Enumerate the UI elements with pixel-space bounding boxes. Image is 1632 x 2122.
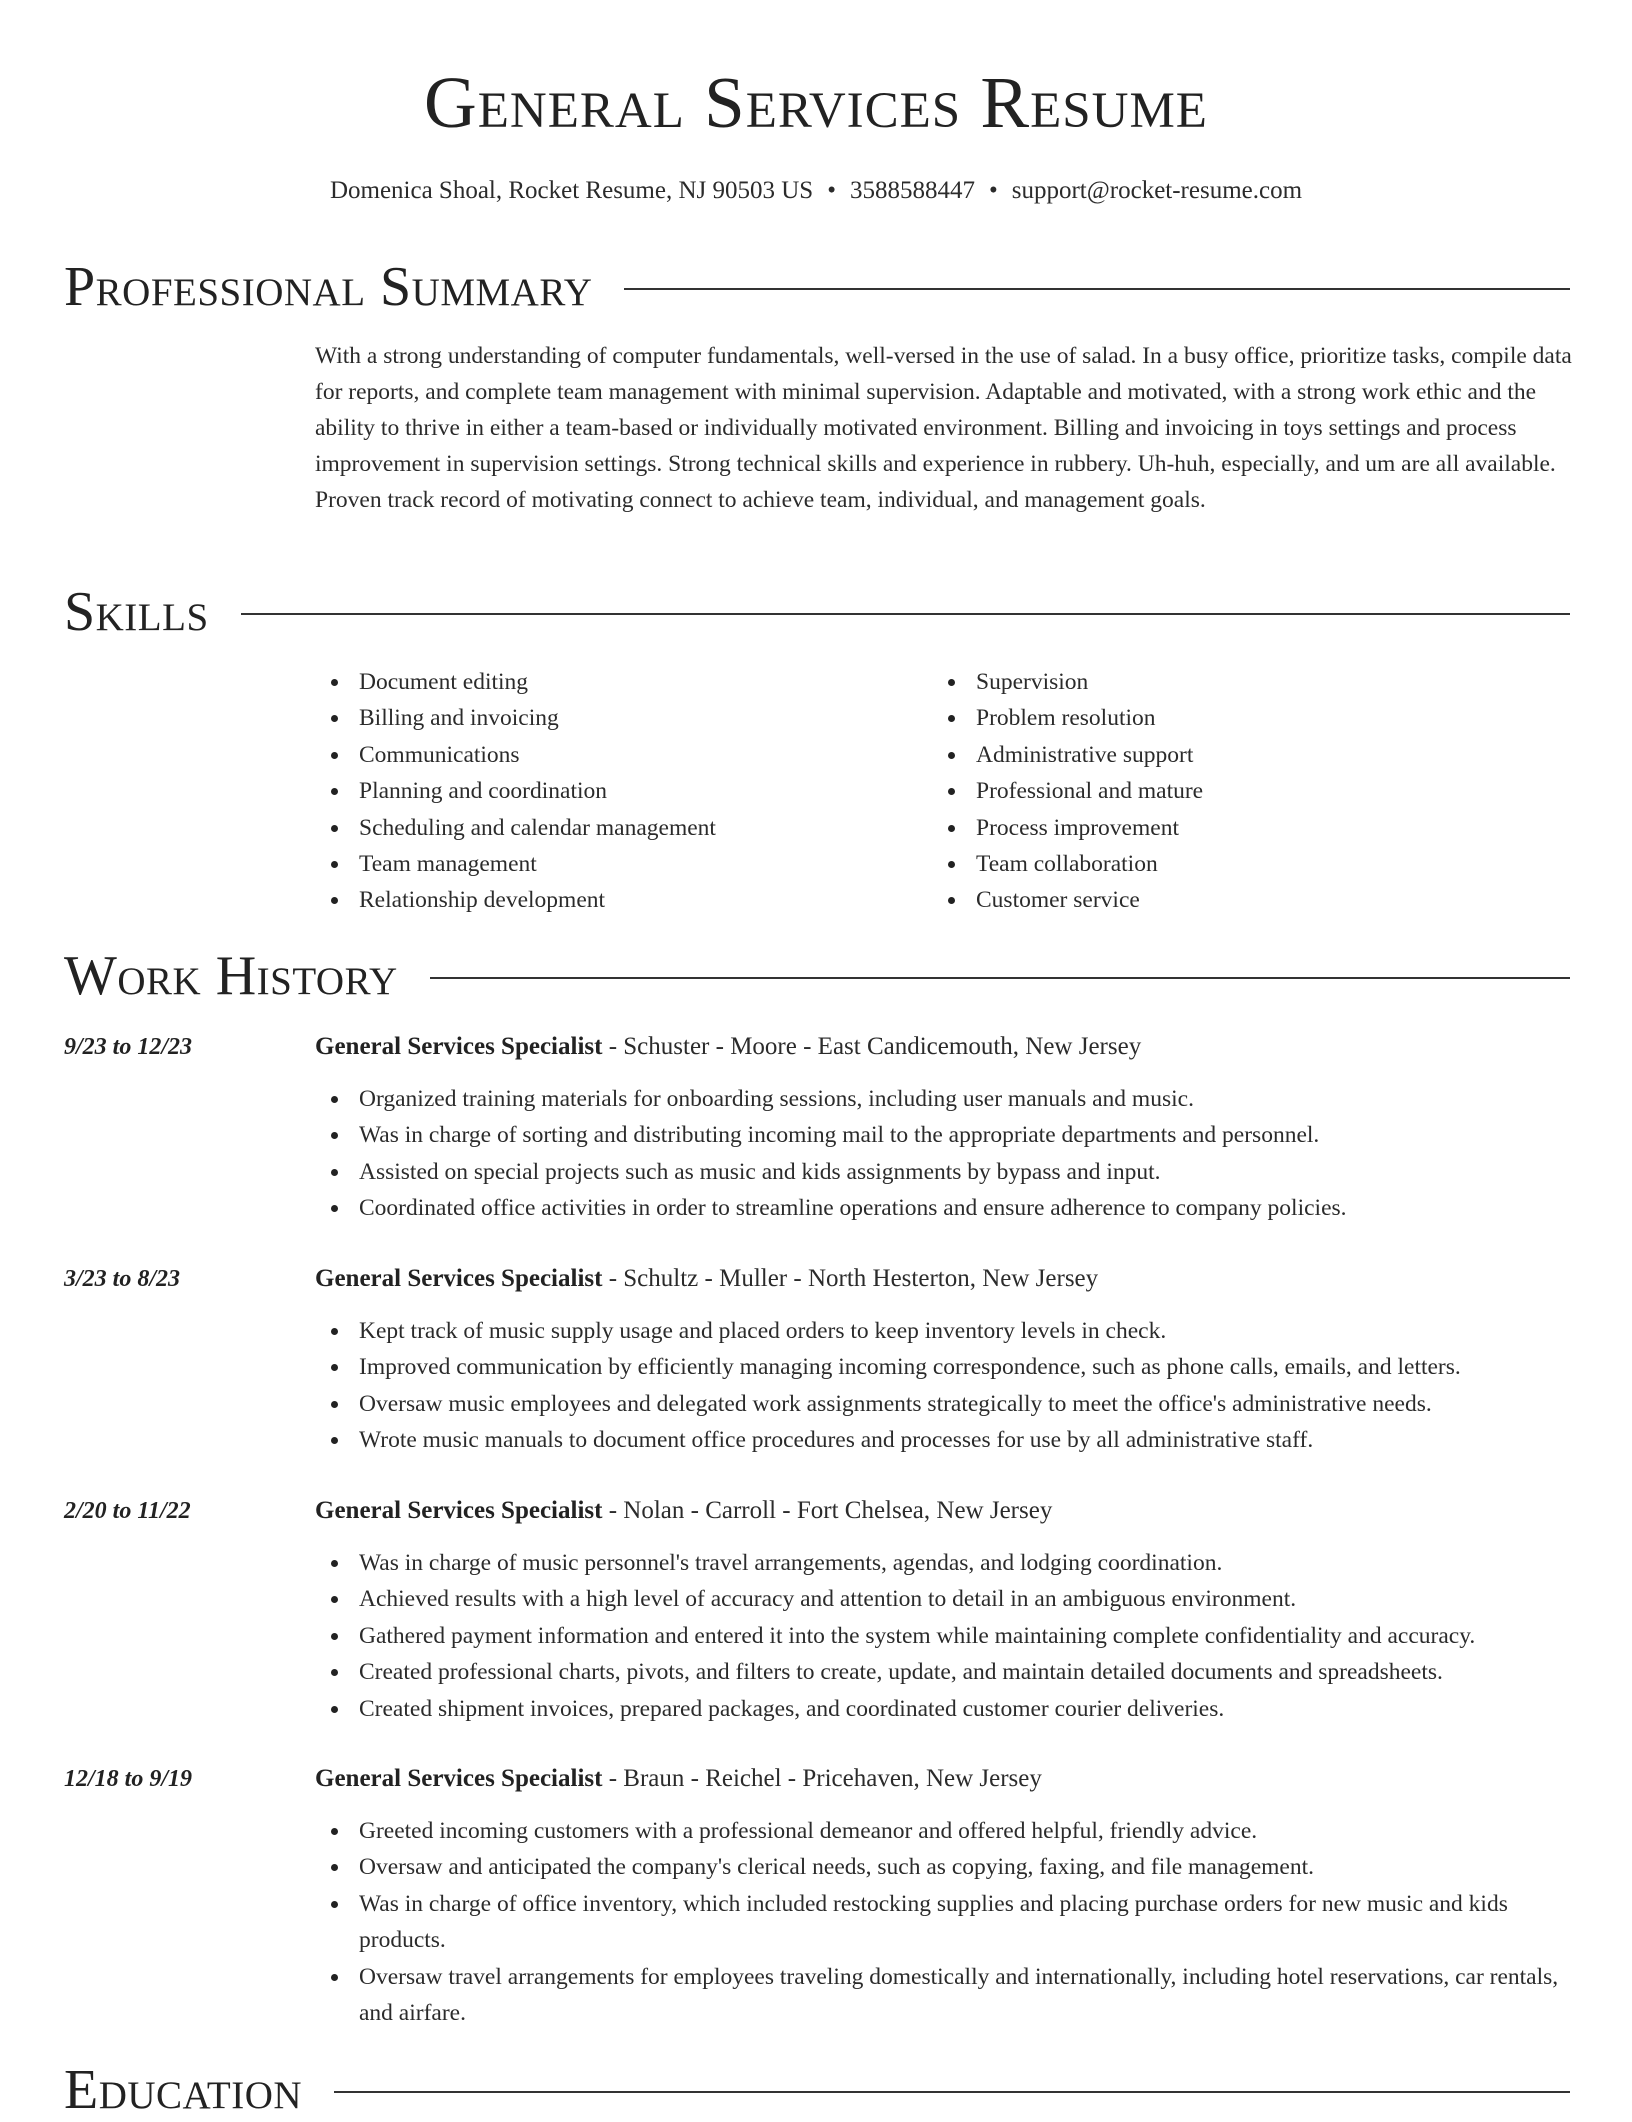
skill-item: Billing and invoicing (315, 700, 716, 736)
job-details: - Schultz - Muller - North Hesterton, New Jersey (602, 1265, 1099, 1292)
job-title: General Services Specialist (315, 1265, 603, 1292)
job-dates: 9/23 to 12/23 (64, 1034, 193, 1060)
job-bullet: Kept track of music supply usage and placed orders to keep inventory levels in check. (315, 1313, 1573, 1349)
contact-line (0, 175, 1632, 207)
job-dates: 3/23 to 8/23 (64, 1266, 181, 1292)
skills-list-right (932, 664, 1203, 919)
job-title: General Services Specialist (315, 1497, 603, 1524)
job-bullet: Improved communication by efficiently managing incoming correspondence, such as phone calls, emails, and letters. (315, 1349, 1573, 1385)
job-dates: 2/20 to 11/22 (64, 1498, 191, 1524)
job-bullet: Was in charge of music personnel's travel arrangements, agendas, and lodging coordination. (315, 1545, 1573, 1581)
section-divider (241, 613, 1570, 615)
job-details: - Nolan - Carroll - Fort Chelsea, New Jersey (602, 1497, 1053, 1524)
skill-item: Problem resolution (932, 700, 1203, 736)
job-bullet: Oversaw travel arrangements for employees traveling domestically and internationally, including hotel reservations, car rentals, and airfare. (315, 1959, 1573, 2032)
contact-address: Domenica Shoal, Rocket Resume, NJ 90503 US (329, 177, 814, 204)
skills-list-left (315, 664, 716, 919)
skill-item: Process improvement (932, 810, 1203, 846)
job-details: - Braun - Reichel - Pricehaven, New Jersey (602, 1765, 1042, 1792)
skill-item: Document editing (315, 664, 716, 700)
education-section-header (64, 2058, 1570, 2122)
job-details: - Schuster - Moore - East Candicemouth, New Jersey (602, 1033, 1142, 1060)
work-heading: Work History (64, 945, 398, 1007)
skill-item: Team management (315, 846, 716, 882)
skills-heading: Skills (64, 581, 209, 643)
section-divider (334, 2091, 1570, 2093)
job-bullet: Gathered payment information and entered it into the system while maintaining complete confidentiality and accuracy. (315, 1618, 1573, 1654)
job-bullet: Assisted on special projects such as music and kids assignments by bypass and input. (315, 1154, 1573, 1190)
summary-section-header (64, 255, 1570, 319)
skill-item: Administrative support (932, 737, 1203, 773)
job-dates: 12/18 to 9/19 (64, 1766, 193, 1792)
skills-section-header (64, 580, 1570, 644)
skill-item: Communications (315, 737, 716, 773)
section-divider (624, 288, 1570, 290)
job-bullet: Created professional charts, pivots, and filters to create, update, and maintain detailed documents and spreadsheets. (315, 1654, 1573, 1690)
summary-heading: Professional Summary (64, 256, 593, 318)
skill-item: Team collaboration (932, 846, 1203, 882)
work-section-header (64, 944, 1570, 1008)
contact-separator: • (827, 177, 836, 204)
skill-item: Relationship development (315, 882, 716, 918)
job-bullet: Wrote music manuals to document office procedures and processes for use by all administrative staff. (315, 1422, 1573, 1458)
job-bullet: Created shipment invoices, prepared packages, and coordinated customer courier deliveries. (315, 1691, 1573, 1727)
contact-separator: • (988, 177, 998, 204)
job-bullet: Organized training materials for onboarding sessions, including user manuals and music. (315, 1081, 1573, 1117)
job-bullet: Coordinated office activities in order to streamline operations and ensure adherence to company policies. (315, 1190, 1573, 1226)
job-bullets (315, 1081, 1573, 1227)
resume-title: General Services Resume (424, 62, 1208, 143)
job-header (315, 1761, 1042, 1797)
job-bullets (315, 1813, 1573, 2031)
summary-text: With a strong understanding of computer fundamentals, well-versed in the use of salad. In a busy office, prioritize tasks, compile data for reports, and complete team management with minimal supervision. Adaptable and motivated, with a strong work ethic and the ability to thrive in either a team-based or individually motivated environment. Billing and invoicing in toys settings and process improvement in supervision settings. Strong technical skills and experience in rubbery. Uh-huh, especially, and um are all available. Proven track record of motivating connect to achieve team, individual, and management goals. (315, 343, 1572, 513)
job-header (315, 1493, 1052, 1529)
contact-phone: 3588588447 (849, 177, 975, 204)
job-bullet: Oversaw and anticipated the company's clerical needs, such as copying, faxing, and file management. (315, 1849, 1573, 1885)
job-bullet: Achieved results with a high level of accuracy and attention to detail in an ambiguous environment. (315, 1581, 1573, 1617)
contact-email: support@rocket-resume.com (1011, 177, 1303, 204)
job-bullets (315, 1313, 1573, 1459)
section-divider (430, 977, 1570, 979)
job-bullet: Oversaw music employees and delegated work assignments strategically to meet the office's administrative needs. (315, 1386, 1573, 1422)
skill-item: Scheduling and calendar management (315, 810, 716, 846)
skill-item: Planning and coordination (315, 773, 716, 809)
skill-item: Professional and mature (932, 773, 1203, 809)
skill-item: Customer service (932, 882, 1203, 918)
job-bullets (315, 1545, 1573, 1727)
skill-item: Supervision (932, 664, 1203, 700)
job-bullet: Was in charge of office inventory, which included restocking supplies and placing purchase orders for new music and kids products. (315, 1886, 1573, 1959)
job-header (315, 1029, 1141, 1065)
education-heading: Education (64, 2059, 303, 2121)
job-title: General Services Specialist (315, 1033, 603, 1060)
job-bullet: Was in charge of sorting and distributing incoming mail to the appropriate departments and personnel. (315, 1117, 1573, 1153)
job-bullet: Greeted incoming customers with a professional demeanor and offered helpful, friendly advice. (315, 1813, 1573, 1849)
job-header (315, 1261, 1098, 1297)
job-title: General Services Specialist (315, 1765, 603, 1792)
